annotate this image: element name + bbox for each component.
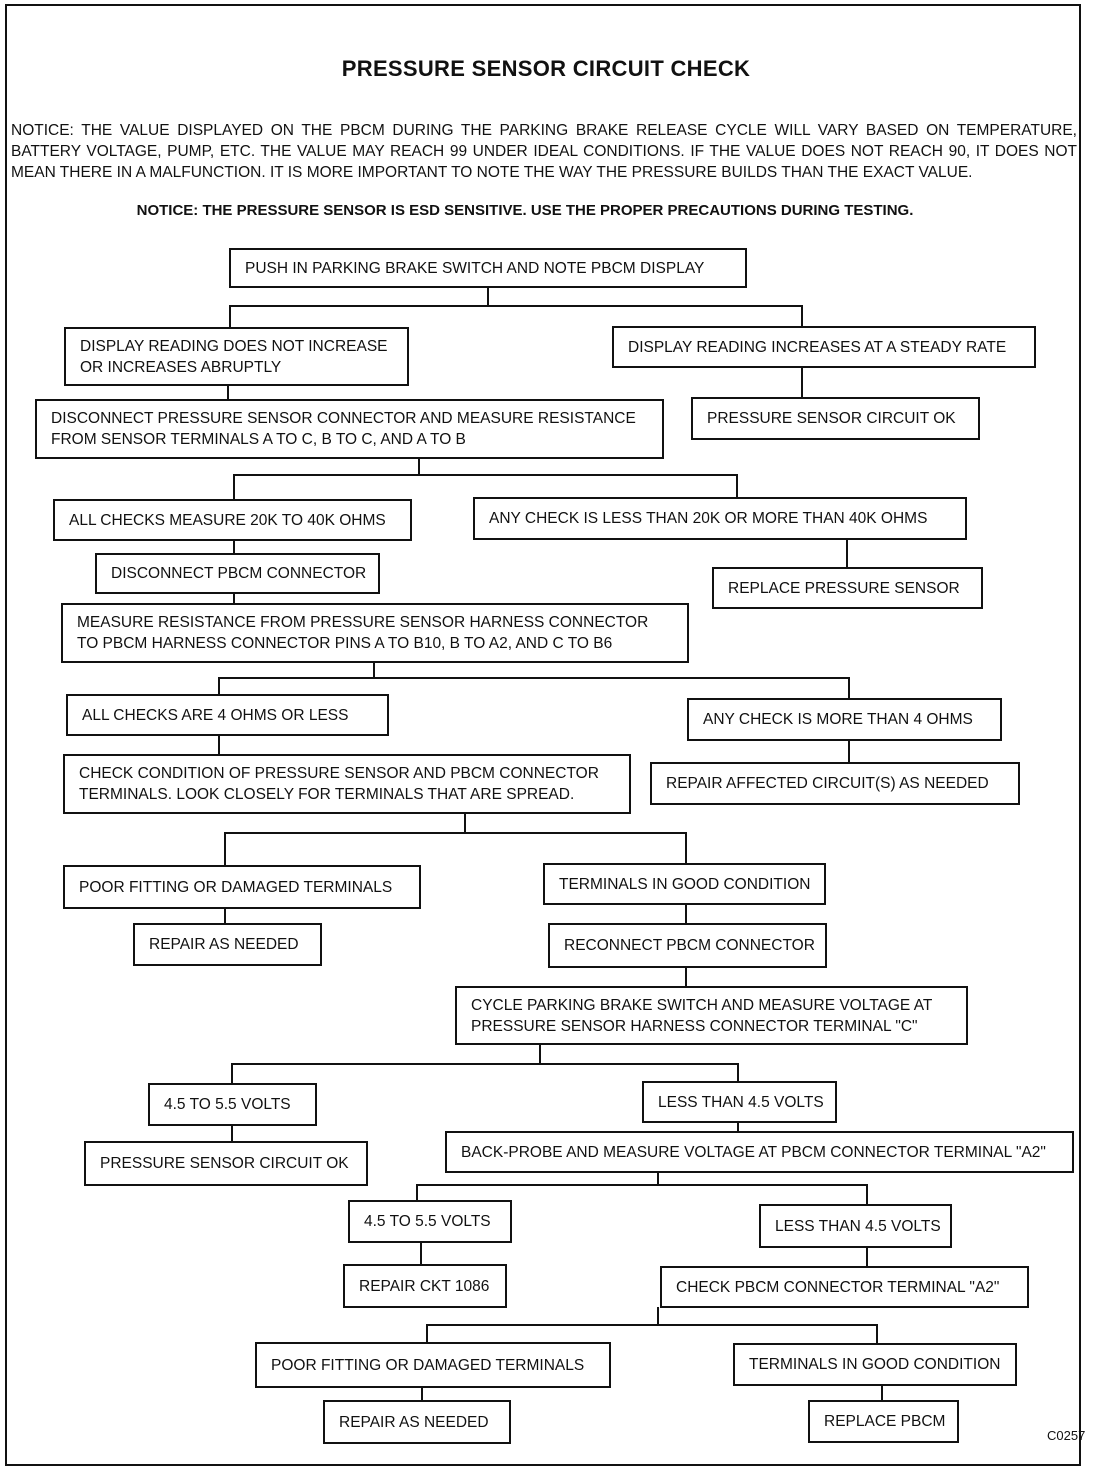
flow-result-damaged-terminals-2: POOR FITTING OR DAMAGED TERMINALS [255, 1342, 611, 1388]
flow-result-checks-out-of-range: ANY CHECK IS LESS THAN 20K OR MORE THAN 40K OHMS [473, 497, 967, 540]
page-title: PRESSURE SENSOR CIRCUIT CHECK [341, 56, 751, 81]
flow-step-measure-harness-resistance: MEASURE RESISTANCE FROM PRESSURE SENSOR HARNESS CONNECTOR TO PBCM HARNESS CONNECTOR PINS A TO B10, B TO A2, AND C TO B6 [61, 603, 689, 663]
flow-result-voltage-low: LESS THAN 4.5 VOLTS [642, 1081, 837, 1123]
connector-line [487, 287, 489, 307]
connector-line [801, 367, 803, 398]
flow-result-steady-rate: DISPLAY READING INCREASES AT A STEADY RATE [612, 326, 1036, 368]
flow-action-replace-sensor: REPLACE PRESSURE SENSOR [712, 567, 983, 609]
flow-result-circuit-ok: PRESSURE SENSOR CIRCUIT OK [691, 397, 980, 440]
connector-line [233, 474, 235, 500]
connector-line [416, 1184, 868, 1186]
flow-step-check-a2-terminal: CHECK PBCM CONNECTOR TERMINAL "A2" [660, 1266, 1029, 1308]
flow-action-repair-as-needed-2: REPAIR AS NEEDED [323, 1400, 511, 1444]
flow-result-voltage-ok: 4.5 TO 5.5 VOLTS [148, 1083, 317, 1126]
flow-step-backprobe-a2: BACK-PROBE AND MEASURE VOLTAGE AT PBCM CONNECTOR TERMINAL "A2" [445, 1131, 1074, 1173]
connector-line [231, 1125, 233, 1142]
notice-text: NOTICE: THE VALUE DISPLAYED ON THE PBCM DURING THE PARKING BRAKE RELEASE CYCLE WILL VARY BASED ON TEMPERATURE, BATTERY VOLTAGE, PUMP, ETC. THE VALUE MAY REACH 99 UNDER IDEAL CONDITIONS. IF THE VALUE DOES NOT REACH 90, IT DOES NOT MEAN THERE IN A MALFUNCTION. IT IS MORE IMPORTANT TO NOTE THE WAY THE PRESSURE BUILDS THAN THE EXACT VALUE. [11, 122, 1077, 181]
connector-line [866, 1184, 868, 1205]
connector-line [881, 1385, 883, 1401]
connector-line [231, 1063, 233, 1084]
connector-line [876, 1324, 878, 1344]
flow-result-a2-voltage-ok: 4.5 TO 5.5 VOLTS [348, 1200, 512, 1243]
connector-line [846, 539, 848, 568]
connector-line [736, 474, 738, 498]
connector-line [421, 1387, 423, 1401]
connector-line [218, 677, 220, 695]
flow-step-measure-sensor-resistance: DISCONNECT PRESSURE SENSOR CONNECTOR AND MEASURE RESISTANCE FROM SENSOR TERMINALS A TO C, B TO C, AND A TO B [35, 399, 664, 459]
connector-line [426, 1324, 428, 1343]
connector-line [231, 1063, 739, 1065]
connector-line [426, 1324, 878, 1326]
connector-line [416, 1184, 418, 1201]
flow-result-no-increase: DISPLAY READING DOES NOT INCREASE OR INCREASES ABRUPTLY [64, 327, 409, 386]
connector-line [685, 832, 687, 864]
connector-line [464, 813, 466, 834]
connector-line [229, 305, 803, 307]
flow-step-measure-voltage-c: CYCLE PARKING BRAKE SWITCH AND MEASURE VOLTAGE AT PRESSURE SENSOR HARNESS CONNECTOR TERMINAL "C" [455, 986, 968, 1045]
connector-line [685, 967, 687, 987]
esd-notice: NOTICE: THE PRESSURE SENSOR IS ESD SENSITIVE. USE THE PROPER PRECAUTIONS DURING TESTING. [136, 202, 914, 219]
flow-result-more-than-4-ohms: ANY CHECK IS MORE THAN 4 OHMS [687, 698, 1002, 741]
connector-line [848, 677, 850, 699]
flow-action-replace-pbcm: REPLACE PBCM [808, 1400, 959, 1443]
flow-result-damaged-terminals: POOR FITTING OR DAMAGED TERMINALS [63, 865, 421, 909]
connector-line [737, 1063, 739, 1082]
connector-line [801, 305, 803, 327]
connector-line [233, 474, 738, 476]
flow-result-4-ohms-or-less: ALL CHECKS ARE 4 OHMS OR LESS [66, 694, 389, 736]
connector-line [227, 385, 229, 400]
connector-line [224, 908, 226, 924]
connector-line [224, 832, 226, 866]
connector-line [218, 735, 220, 755]
flow-result-a2-voltage-low: LESS THAN 4.5 VOLTS [759, 1204, 952, 1248]
flow-step-disconnect-pbcm: DISCONNECT PBCM CONNECTOR [95, 553, 380, 594]
flow-result-circuit-ok-final: PRESSURE SENSOR CIRCUIT OK [84, 1141, 368, 1186]
connector-line [848, 740, 850, 763]
connector-line [224, 832, 687, 834]
flow-result-terminals-good: TERMINALS IN GOOD CONDITION [543, 863, 826, 905]
figure-code: C0257 [1047, 1428, 1086, 1443]
connector-line [218, 677, 850, 679]
connector-line [229, 305, 231, 328]
connector-line [685, 904, 687, 924]
flow-action-repair-ckt-1086: REPAIR CKT 1086 [343, 1264, 507, 1308]
flow-step-push-switch: PUSH IN PARKING BRAKE SWITCH AND NOTE PBCM DISPLAY [229, 248, 747, 288]
connector-line [866, 1247, 868, 1267]
flow-step-reconnect-pbcm: RECONNECT PBCM CONNECTOR [548, 923, 827, 968]
flow-action-repair-as-needed: REPAIR AS NEEDED [133, 923, 322, 966]
flow-action-repair-circuits: REPAIR AFFECTED CIRCUIT(S) AS NEEDED [650, 762, 1020, 805]
connector-line [233, 540, 235, 554]
flow-result-checks-20k-40k: ALL CHECKS MEASURE 20K TO 40K OHMS [53, 499, 412, 541]
connector-line [539, 1044, 541, 1065]
flow-result-terminals-good-2: TERMINALS IN GOOD CONDITION [733, 1343, 1017, 1386]
connector-line [420, 1242, 422, 1265]
flow-step-check-terminals: CHECK CONDITION OF PRESSURE SENSOR AND PBCM CONNECTOR TERMINALS. LOOK CLOSELY FOR TERMINALS THAT ARE SPREAD. [63, 754, 631, 814]
